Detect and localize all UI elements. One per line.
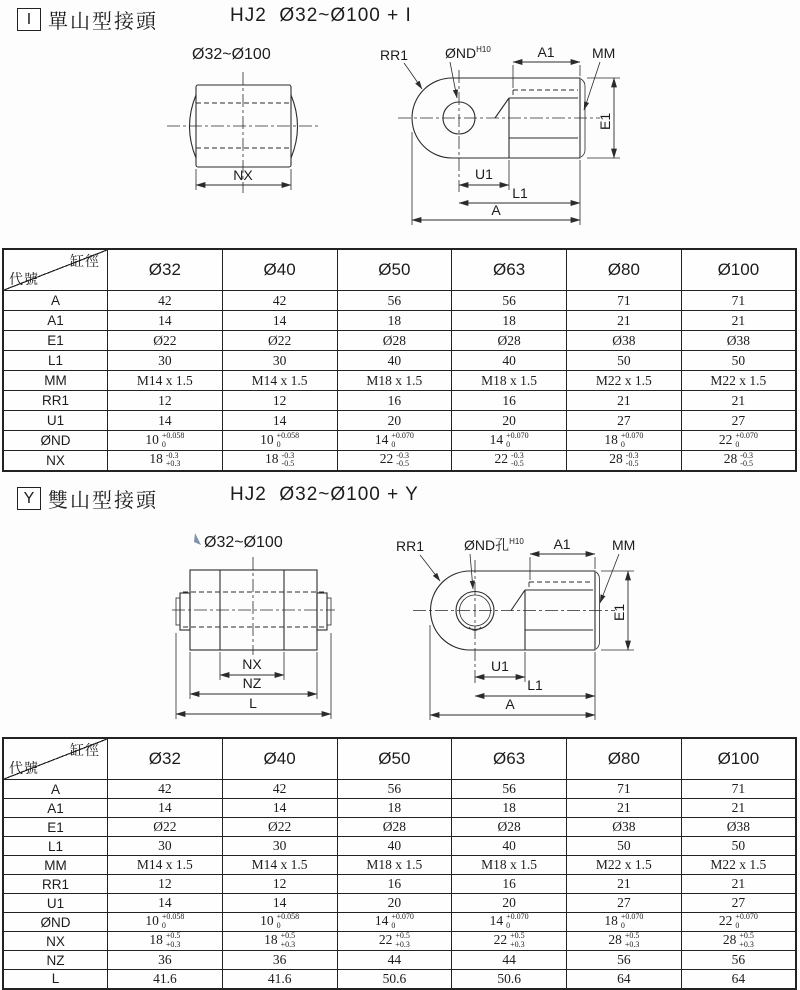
table-cell	[681, 932, 796, 951]
cell-value: 22	[718, 913, 733, 929]
cell-tolerance: +0.5 +0.3	[739, 931, 754, 950]
table-cell: 27	[567, 411, 682, 431]
table-cell: 20	[337, 411, 452, 431]
cell-tolerance: +0.058 0	[161, 912, 185, 931]
cell-tolerance: +0.5 +0.3	[510, 931, 525, 950]
table-row	[3, 391, 796, 411]
table-cell: 12	[222, 875, 337, 894]
corner-label-bottom: 代號	[9, 760, 39, 776]
column-header: Ø50	[337, 249, 452, 291]
table-cell: Ø22	[222, 818, 337, 837]
cell-value: 28	[723, 451, 738, 467]
column-header: Ø100	[681, 738, 796, 780]
section2-model-code: HJ2 Ø32~Ø100 + Y	[230, 484, 419, 505]
row-label: E1	[3, 818, 108, 837]
row-label: MM	[3, 371, 108, 391]
cell-value: 22	[494, 451, 509, 467]
table-cell: M14 x 1.5	[108, 371, 223, 391]
section2-technical-drawing	[0, 513, 800, 735]
table-cell: M18 x 1.5	[452, 856, 567, 875]
table-cell: Ø38	[567, 331, 682, 351]
table-cell: 18	[452, 799, 567, 818]
dim-label-nx: NX	[233, 167, 253, 183]
table-row	[3, 913, 796, 932]
table-cell: Ø22	[108, 331, 223, 351]
column-header: Ø80	[567, 738, 682, 780]
section1-model-code: HJ2 Ø32~Ø100 + I	[230, 5, 412, 26]
table-cell	[452, 913, 567, 932]
table-cell	[222, 913, 337, 932]
table-cell: Ø28	[452, 818, 567, 837]
table-cell: 50.6	[337, 970, 452, 989]
table-cell: Ø28	[337, 818, 452, 837]
table-cell: 56	[337, 780, 452, 799]
table-cell: M14 x 1.5	[108, 856, 223, 875]
row-label: A	[3, 780, 108, 799]
table-cell: 36	[108, 951, 223, 970]
table-cell: 14	[222, 411, 337, 431]
cell-tolerance: +0.070 0	[620, 912, 644, 931]
table-cell	[681, 431, 796, 451]
table-row	[3, 411, 796, 431]
table-cell: 40	[452, 351, 567, 371]
dim-label-e1: E1	[597, 112, 613, 130]
table-cell: Ø38	[681, 331, 796, 351]
table-cell: 41.6	[222, 970, 337, 989]
table-cell: 12	[108, 875, 223, 894]
section1-technical-drawing	[0, 32, 800, 232]
cell-value: 22	[718, 431, 733, 447]
dim-label-a1: A1	[553, 536, 571, 552]
bore-range-label: Ø32~Ø100	[192, 46, 271, 63]
cell-value: 14	[374, 431, 389, 447]
table-cell: 14	[108, 311, 223, 331]
table-cell: 56	[337, 291, 452, 311]
table-cell: 56	[567, 951, 682, 970]
row-label: E1	[3, 331, 108, 351]
row-label: NX	[3, 451, 108, 471]
column-header: Ø32	[108, 249, 223, 291]
cell-tolerance: +0.058 0	[276, 912, 300, 931]
row-label: U1	[3, 411, 108, 431]
table-cell: M18 x 1.5	[337, 856, 452, 875]
table-cell: 14	[222, 894, 337, 913]
cell-value: 18	[604, 431, 618, 447]
dim-label-nd: ØND孔$^{H10}$	[464, 537, 524, 553]
column-header: Ø50	[337, 738, 452, 780]
table-cell: 14	[222, 799, 337, 818]
table-cell	[681, 913, 796, 932]
table-row	[3, 331, 796, 351]
section2-dimension-table	[2, 737, 797, 990]
table-cell: 21	[681, 799, 796, 818]
table-cell: 71	[567, 780, 682, 799]
table-cell: M18 x 1.5	[337, 371, 452, 391]
table-cell: 14	[108, 411, 223, 431]
cell-value: 28	[722, 932, 737, 948]
table-cell: 14	[108, 894, 223, 913]
cell-tolerance: -0.3 -0.5	[625, 450, 639, 469]
table-cell: 18	[337, 799, 452, 818]
table-cell: 21	[567, 799, 682, 818]
table-cell	[108, 932, 223, 951]
table-cell	[452, 451, 567, 471]
table-cell: 40	[337, 837, 452, 856]
table-cell: 16	[452, 875, 567, 894]
section1-front-view	[167, 46, 320, 193]
table-cell: M14 x 1.5	[222, 371, 337, 391]
dim-label-a: A	[491, 202, 501, 218]
table-cell: 64	[681, 970, 796, 989]
row-label: A	[3, 291, 108, 311]
table-cell	[108, 913, 223, 932]
table-cell	[567, 451, 682, 471]
table-row	[3, 799, 796, 818]
table-row	[3, 970, 796, 989]
bore-range-label: Ø32~Ø100	[204, 534, 283, 551]
cell-value: 14	[374, 913, 389, 929]
cell-value: 28	[609, 451, 623, 467]
dim-label-nx: NX	[242, 656, 262, 672]
table-cell: 30	[222, 351, 337, 371]
table-cell: Ø38	[567, 818, 682, 837]
table-cell: Ø28	[452, 331, 567, 351]
table-cell	[681, 451, 796, 471]
cell-tolerance: +0.5 +0.3	[280, 931, 296, 950]
table-cell: 30	[108, 351, 223, 371]
table-cell: 16	[337, 391, 452, 411]
cell-value: 22	[493, 932, 508, 948]
row-label: NX	[3, 932, 108, 951]
table-cell: 21	[567, 311, 682, 331]
row-label: A1	[3, 799, 108, 818]
table-cell	[108, 431, 223, 451]
dim-label-u1: U1	[475, 166, 493, 182]
cell-tolerance: +0.5 +0.3	[165, 931, 181, 950]
table-cell: 21	[681, 311, 796, 331]
dim-label-l: L	[249, 695, 257, 711]
table-cell	[222, 431, 337, 451]
table-cell: 40	[452, 837, 567, 856]
table-cell	[567, 932, 682, 951]
section1-type-badge: I	[17, 8, 41, 31]
dim-label-rr1: RR1	[396, 538, 425, 554]
section1-dimension-table	[2, 248, 797, 472]
column-header: Ø40	[222, 249, 337, 291]
table-row	[3, 837, 796, 856]
cell-tolerance: +0.070 0	[506, 430, 529, 449]
corner-label-top: 缸徑	[70, 742, 100, 758]
table-row	[3, 451, 796, 471]
dim-label-nd: $ØND^{H10}$	[445, 45, 491, 61]
table-row	[3, 780, 796, 799]
table-cell: 27	[567, 894, 682, 913]
row-label: L	[3, 970, 108, 989]
table-cell: 18	[452, 311, 567, 331]
table-cell	[452, 932, 567, 951]
table-cell: 16	[337, 875, 452, 894]
table-cell	[222, 932, 337, 951]
cell-value: 22	[378, 932, 393, 948]
table-cell: 41.6	[108, 970, 223, 989]
row-label: RR1	[3, 391, 108, 411]
table-cell: Ø38	[681, 818, 796, 837]
table-cell: 71	[681, 780, 796, 799]
table-corner-cell	[3, 249, 108, 291]
row-label: L1	[3, 351, 108, 371]
table-cell: 64	[567, 970, 682, 989]
row-label: L1	[3, 837, 108, 856]
table-cell: 44	[452, 951, 567, 970]
column-header: Ø100	[681, 249, 796, 291]
table-cell: 20	[452, 411, 567, 431]
dim-label-l1: L1	[512, 185, 528, 201]
table-corner-cell	[3, 738, 108, 780]
table-cell: 21	[681, 391, 796, 411]
dim-label-a1: A1	[537, 44, 555, 60]
column-header: Ø63	[452, 738, 567, 780]
table-cell	[108, 451, 223, 471]
cell-tolerance: +0.5 +0.3	[624, 931, 640, 950]
table-cell: 50	[681, 351, 796, 371]
cell-tolerance: +0.070 0	[735, 912, 758, 931]
section1-header	[17, 5, 158, 34]
cell-value: 10	[145, 431, 159, 447]
table-row	[3, 856, 796, 875]
corner-label-top: 缸徑	[70, 253, 100, 269]
cell-value: 18	[149, 451, 163, 467]
cell-value: 14	[489, 431, 504, 447]
table-cell: 42	[222, 780, 337, 799]
table-cell: M18 x 1.5	[452, 371, 567, 391]
table-cell: 40	[337, 351, 452, 371]
dim-label-a: A	[505, 696, 515, 712]
section2-header	[17, 484, 158, 513]
cell-tolerance: +0.070 0	[735, 430, 758, 449]
cell-value: 18	[264, 932, 278, 948]
table-row	[3, 875, 796, 894]
table-cell: 14	[108, 799, 223, 818]
table-cell: 21	[567, 391, 682, 411]
dim-label-nz: NZ	[242, 675, 262, 691]
table-cell: M22 x 1.5	[567, 856, 682, 875]
row-label: ØND	[3, 913, 108, 932]
dim-label-mm: MM	[592, 45, 616, 61]
table-row	[3, 818, 796, 837]
row-label: RR1	[3, 875, 108, 894]
table-row	[3, 951, 796, 970]
cell-tolerance: +0.058 0	[161, 430, 185, 449]
table-cell: 42	[222, 291, 337, 311]
column-header: Ø32	[108, 738, 223, 780]
cell-tolerance: +0.5 +0.3	[395, 931, 410, 950]
section1-side-view	[380, 44, 620, 225]
dim-label-e1: E1	[611, 603, 627, 621]
dim-label-rr1: RR1	[380, 47, 409, 63]
row-label: NZ	[3, 951, 108, 970]
table-cell: Ø28	[337, 331, 452, 351]
cell-tolerance: -0.3 -0.5	[396, 450, 409, 469]
cell-tolerance: -0.3 -0.5	[511, 450, 524, 469]
scan-artifact	[194, 533, 201, 545]
table-cell: M22 x 1.5	[567, 371, 682, 391]
header-row	[3, 249, 796, 291]
table-row	[3, 371, 796, 391]
section2-side-view	[396, 536, 635, 720]
section2-type-badge: Y	[17, 487, 41, 510]
table-cell: 42	[108, 291, 223, 311]
table-cell: 56	[681, 951, 796, 970]
table-cell: 16	[452, 391, 567, 411]
table-cell	[337, 913, 452, 932]
row-label: ØND	[3, 431, 108, 451]
table-cell	[337, 451, 452, 471]
cell-value: 22	[379, 451, 394, 467]
row-label: A1	[3, 311, 108, 331]
dim-label-l1: L1	[527, 677, 543, 693]
table-row	[3, 932, 796, 951]
cell-value: 14	[489, 913, 504, 929]
cell-tolerance: +0.070 0	[506, 912, 529, 931]
cell-tolerance: -0.3 -0.5	[740, 450, 753, 469]
table-cell: 71	[567, 291, 682, 311]
table-cell: M22 x 1.5	[681, 856, 796, 875]
table-cell	[337, 431, 452, 451]
header-row	[3, 738, 796, 780]
cell-tolerance: +0.058 0	[276, 430, 300, 449]
table-cell: 20	[452, 894, 567, 913]
dim-label-u1: U1	[491, 658, 509, 674]
section1-title: 單山型接頭	[48, 11, 158, 33]
table-cell: Ø22	[222, 331, 337, 351]
cell-tolerance: +0.070 0	[391, 430, 414, 449]
table-cell: 27	[681, 411, 796, 431]
table-cell: 14	[222, 311, 337, 331]
cell-value: 18	[604, 913, 618, 929]
cell-value: 18	[265, 451, 279, 467]
table-cell: 56	[452, 291, 567, 311]
table-row	[3, 311, 796, 331]
table-cell	[452, 431, 567, 451]
table-cell: 30	[108, 837, 223, 856]
column-header: Ø63	[452, 249, 567, 291]
table-cell: 71	[681, 291, 796, 311]
table-cell: 21	[681, 875, 796, 894]
cell-value: 18	[149, 932, 163, 948]
row-label: U1	[3, 894, 108, 913]
table-cell: 42	[108, 780, 223, 799]
section2-front-view	[172, 533, 335, 719]
table-cell	[222, 451, 337, 471]
table-cell: 27	[681, 894, 796, 913]
row-label: MM	[3, 856, 108, 875]
cell-value: 10	[260, 431, 274, 447]
table-row	[3, 431, 796, 451]
table-cell: 21	[567, 875, 682, 894]
column-header: Ø40	[222, 738, 337, 780]
table-cell: 50	[567, 837, 682, 856]
table-row	[3, 291, 796, 311]
table-cell: 50	[681, 837, 796, 856]
cell-value: 28	[608, 932, 622, 948]
table-cell	[567, 431, 682, 451]
table-cell: 18	[337, 311, 452, 331]
cell-tolerance: +0.070 0	[620, 430, 644, 449]
table-cell: 36	[222, 951, 337, 970]
cell-tolerance: +0.070 0	[391, 912, 414, 931]
table-row	[3, 894, 796, 913]
table-cell: 12	[108, 391, 223, 411]
table-cell: 12	[222, 391, 337, 411]
table-cell: M22 x 1.5	[681, 371, 796, 391]
section2-title: 雙山型接頭	[48, 490, 158, 512]
cell-value: 10	[145, 913, 159, 929]
cell-tolerance: -0.3 -0.5	[281, 450, 295, 469]
table-cell: 44	[337, 951, 452, 970]
table-cell: M14 x 1.5	[222, 856, 337, 875]
table-cell	[337, 932, 452, 951]
table-cell: 30	[222, 837, 337, 856]
corner-label-bottom: 代號	[9, 271, 39, 287]
table-cell: 56	[452, 780, 567, 799]
cell-value: 10	[260, 913, 274, 929]
cell-tolerance: -0.3 +0.3	[165, 450, 181, 469]
dim-label-mm: MM	[612, 537, 636, 553]
table-row	[3, 351, 796, 371]
table-cell: 50.6	[452, 970, 567, 989]
table-cell	[567, 913, 682, 932]
table-cell: Ø22	[108, 818, 223, 837]
table-cell: 20	[337, 894, 452, 913]
table-cell: 50	[567, 351, 682, 371]
column-header: Ø80	[567, 249, 682, 291]
